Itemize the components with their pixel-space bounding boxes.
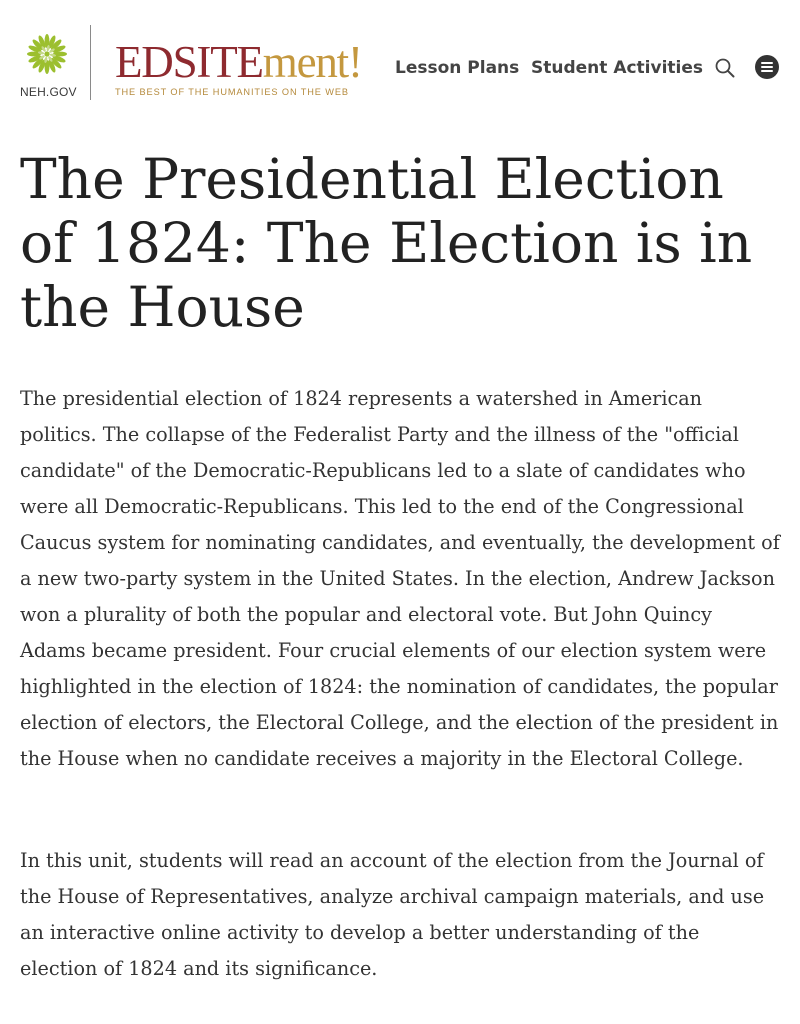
unit-paragraph: In this unit, students will read an account of the election from the Journal of the House of Representatives, analyze archival campaign materials, and use an interactive online activity to develop a better understanding of the election of 1824 and its significance. [20, 849, 765, 980]
logo-wordmark-ment: ment! [262, 37, 362, 87]
neh-home-link[interactable] [20, 32, 76, 99]
logo-wordmark [115, 38, 362, 86]
header-divider [90, 25, 91, 100]
page-title: The Presidential Election of 1824: The Election is in the House [20, 147, 753, 339]
menu-bar [761, 62, 773, 64]
logo-wordmark-edsite: EDSITE [115, 37, 263, 87]
logo-tagline: THE BEST OF THE HUMANITIES ON THE WEB [115, 87, 349, 97]
nav-student-activities[interactable]: Student Activities [531, 58, 704, 78]
nav-lesson-plans[interactable]: Lesson Plans [395, 58, 520, 78]
menu-bar [761, 70, 773, 72]
edsitement-logo[interactable] [115, 38, 362, 97]
search-button[interactable] [713, 56, 737, 80]
search-icon [713, 56, 737, 80]
neh-flower-icon [25, 32, 69, 76]
hamburger-menu-icon[interactable] [755, 55, 779, 79]
neh-gov-label: NEH.GOV [20, 85, 77, 99]
intro-paragraph: The presidential election of 1824 represents a watershed in American politics. The collapse of the Federalist Party and the illness of the "official candidate" of the Democratic-Republicans led to a slate of candidates who were all Democratic-Republicans. This led to the end of the Congressional Caucus system for nominating candidates, and eventually, the development of a new two-party system in the United States. In the election, Andrew Jackson won a plurality of both the popular and electoral vote. But John Quincy Adams became president. Four crucial elements of our election system were highlighted in the election of 1824: the nomination of candidates, the popular election of electors, the Electoral College, and the election of the president in the House when no candidate receives a majority in the Electoral College. [20, 387, 780, 770]
menu-bar [761, 66, 773, 68]
site-header [0, 0, 800, 120]
